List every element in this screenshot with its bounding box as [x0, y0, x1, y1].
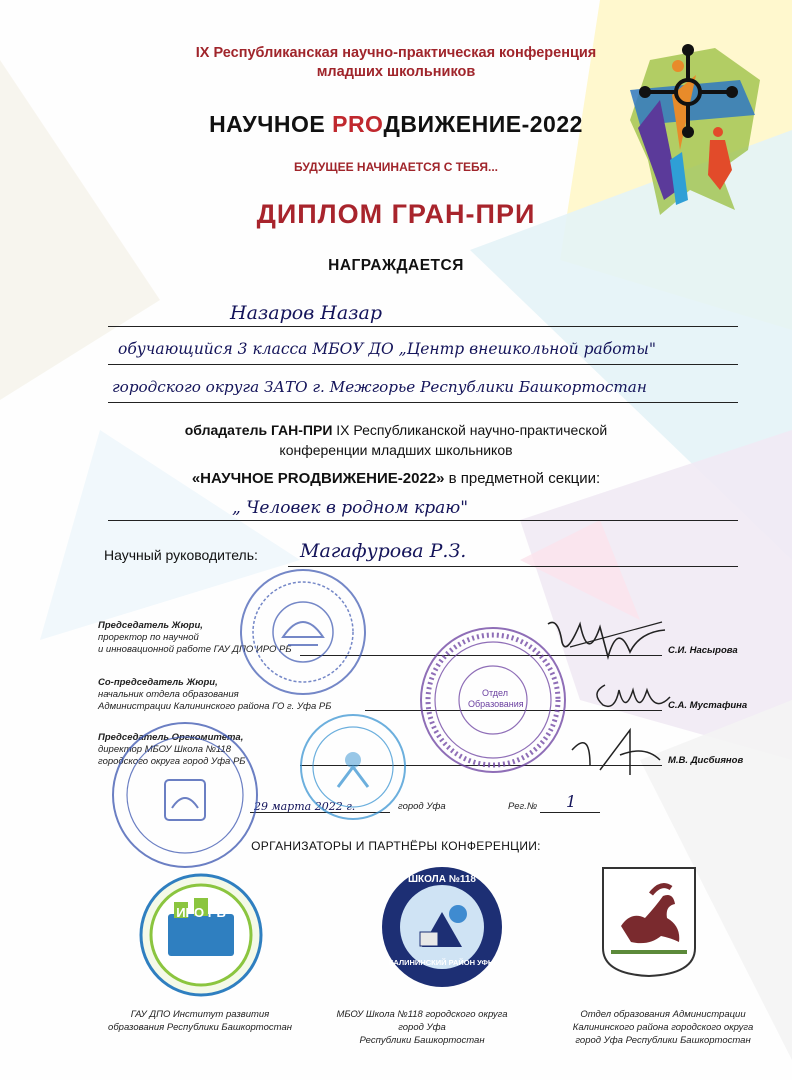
- reg-number: 1: [566, 792, 577, 811]
- school-118-logo-top: ШКОЛА №118: [408, 874, 476, 885]
- signer-desc-2b: Администрации Калининского района ГО г. Уфа РБ: [98, 701, 332, 712]
- awarded-label: НАГРАЖДАЕТСЯ: [328, 257, 464, 274]
- organizer-3-line-2: Калининского района городского округа: [572, 1022, 754, 1033]
- organizer-3-line-1: Отдел образования Администрации: [580, 1009, 746, 1020]
- organizer-2-line-2: город Уфа: [398, 1022, 446, 1033]
- holder-bold: обладатель ГАН-ПРИ: [184, 422, 333, 438]
- signer-desc-3b: городского округа город Уфа РБ: [98, 756, 246, 767]
- school-118-seal-stamp: [298, 712, 408, 822]
- slogan: БУДУЩЕЕ НАЧИНАЕТСЯ С ТЕБЯ...: [294, 160, 498, 174]
- holder-text: [0, 420, 792, 460]
- organizer-1-line-1: ГАУ ДПО Институт развития: [130, 1009, 270, 1020]
- recipient-name: Назаров Назар: [230, 302, 383, 324]
- organizer-1-line-2: образования Республики Башкортостан: [108, 1022, 292, 1033]
- organizer-caption-2: [322, 1008, 522, 1047]
- signer-role-2: Со-председатель Жюри,: [98, 677, 218, 688]
- recipient-line-3: городского округа ЗАТО г. Межгорье Республики Башкортостан: [112, 378, 647, 396]
- school-118-logo-bottom: КАЛИНИНСКИЙ РАЙОН УФЫ: [388, 958, 496, 967]
- signer-desc-1a: проректор по научной: [98, 632, 199, 643]
- award-city: город Уфа: [398, 801, 446, 812]
- reg-label: Рег.№: [508, 801, 538, 812]
- conference-line-2: младших школьников: [316, 64, 476, 80]
- award-date: 29 марта 2022 г.: [254, 800, 356, 813]
- conference-line-1: IX Республиканская научно-практическая конференция: [195, 45, 597, 61]
- signer-name-1: С.И. Насырова: [668, 645, 738, 656]
- otdel-seal-text: Отдел Образования: [468, 688, 524, 709]
- signature-scribble-1: [540, 612, 670, 672]
- signer-desc-1b: и инновационной работе ГАУ ДПО ИРО РБ: [98, 644, 292, 655]
- organizer-caption-3: [548, 1008, 778, 1047]
- conference-title: [0, 111, 792, 138]
- section-name: „ Человек в родном краю": [232, 498, 469, 518]
- signature-scribble-3: [560, 725, 670, 785]
- section-title: «НАУЧНОЕ PROДВИЖЕНИЕ-2022»: [191, 470, 445, 487]
- signer-name-2: С.А. Мустафина: [668, 700, 748, 711]
- organizer-2-line-3: Республики Башкортостан: [359, 1035, 485, 1046]
- holder-line-2: конференции младших школьников: [279, 442, 513, 458]
- organizer-caption-1: [90, 1008, 310, 1034]
- supervisor-label: Научный руководитель:: [104, 547, 258, 563]
- title-pro: PRO: [332, 111, 384, 137]
- signer-role-1: Председатель Жюри,: [98, 620, 203, 631]
- iro-rb-seal: [238, 567, 368, 697]
- signer-role-3: Председатель Оргкомитета,: [98, 732, 244, 743]
- conference-name: [0, 44, 792, 82]
- iro-rb-logo-text: ИРО РБ: [176, 905, 226, 920]
- supervisor-name: Магафурова Р.З.: [300, 540, 467, 562]
- section-text: [0, 470, 792, 487]
- signer-desc-2a: начальник отдела образования: [98, 689, 239, 700]
- organizer-2-line-1: МБОУ Школа №118 городского округа: [336, 1009, 508, 1020]
- section-rest: в предметной секции:: [444, 470, 601, 487]
- ufa-coat-of-arms: [601, 866, 697, 978]
- holder-rest: IX Республиканской научно-практической: [332, 422, 608, 438]
- title-suffix: ДВИЖЕНИЕ-2022: [383, 111, 583, 137]
- signer-name-3: М.В. Дисбиянов: [668, 755, 744, 766]
- diploma-title: ДИПЛОМ ГРАН-ПРИ: [256, 199, 536, 229]
- title-prefix: НАУЧНОЕ: [209, 111, 333, 137]
- signer-desc-3a: директор МБОУ Школа №118: [98, 744, 232, 755]
- recipient-line-2: обучающийся 3 класса МБОУ ДО „Центр внешкольной работы": [118, 340, 656, 358]
- organizer-3-line-3: город Уфа Республики Башкортостан: [575, 1035, 751, 1046]
- organizers-title: ОРГАНИЗАТОРЫ И ПАРТНЁРЫ КОНФЕРЕНЦИИ:: [251, 839, 541, 853]
- signature-scribble-2: [585, 675, 675, 720]
- iro-rb-logo: [138, 872, 264, 998]
